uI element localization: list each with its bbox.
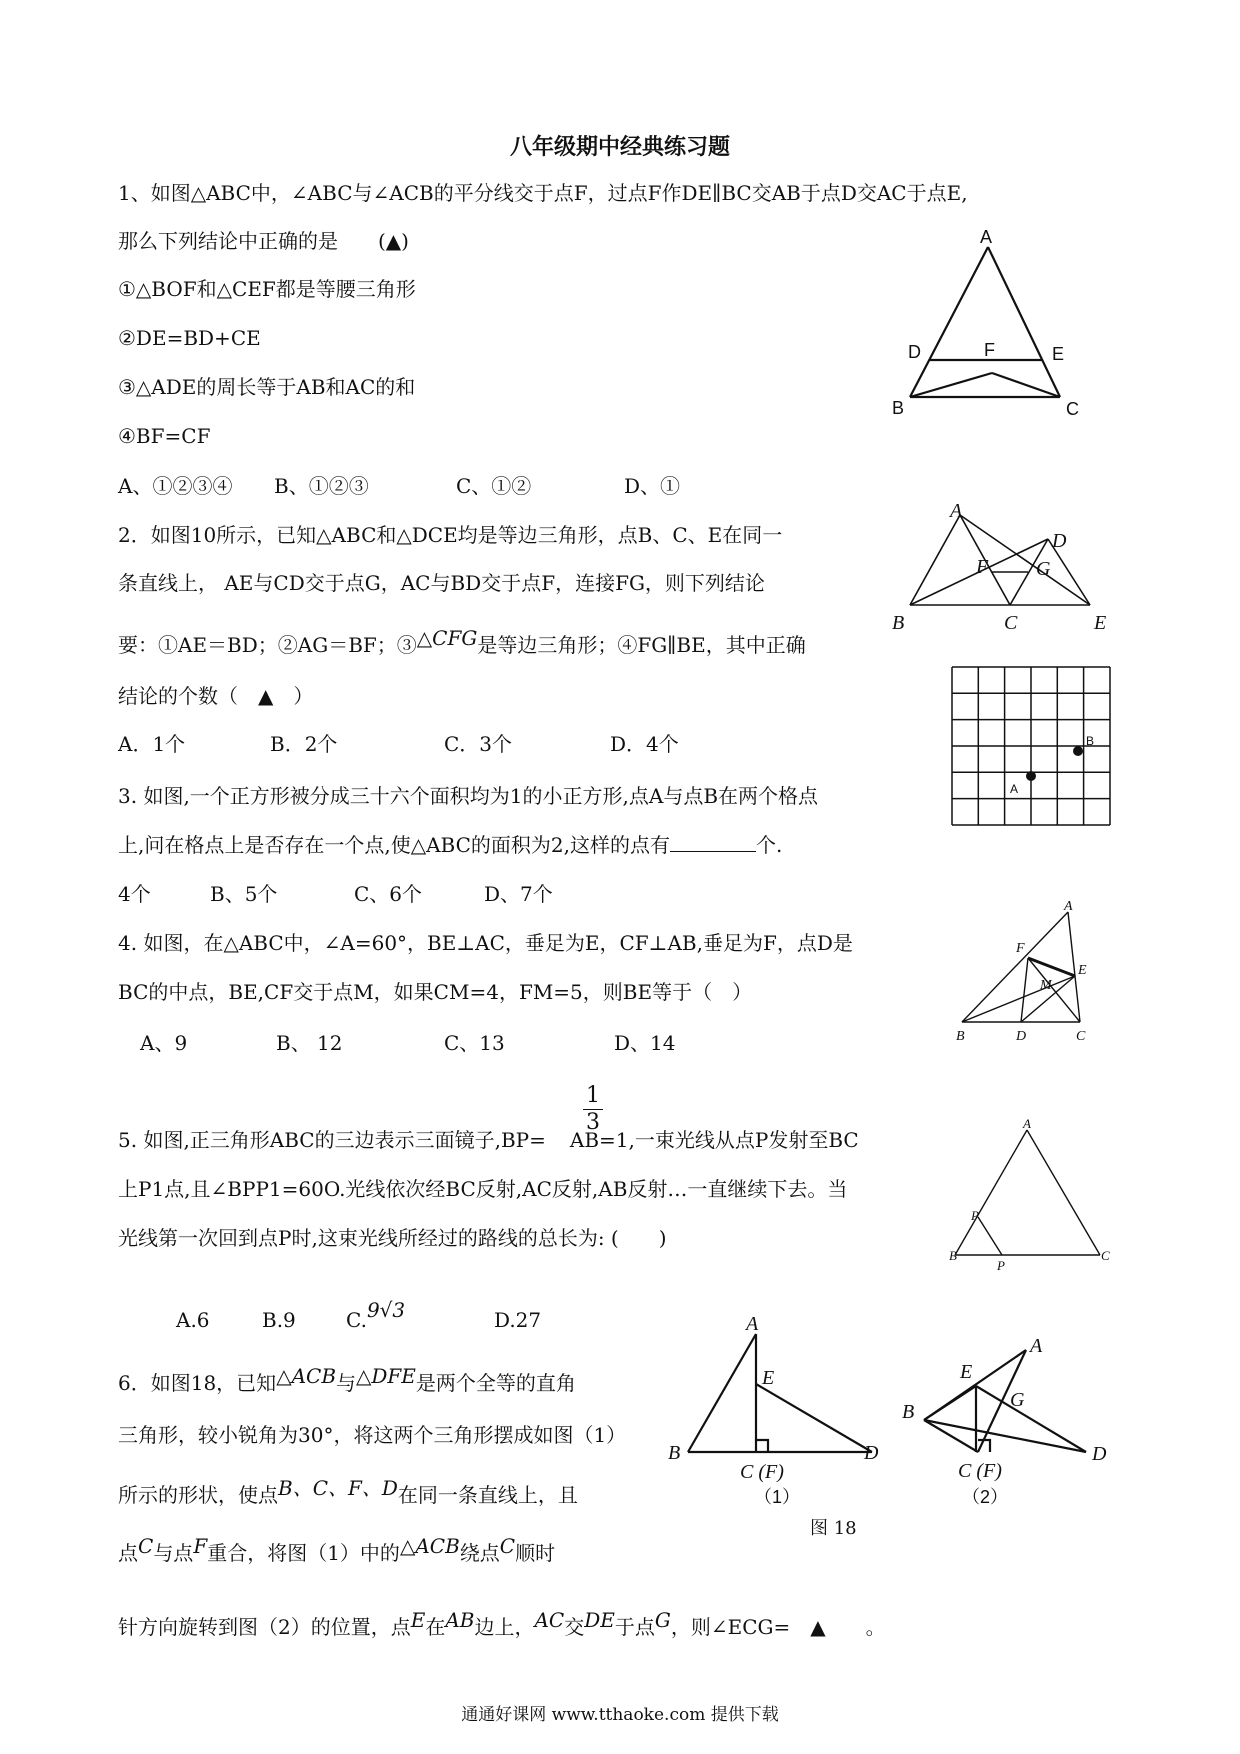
q4-line2: BC的中点，BE,CF交于点M，如果CM=4，FM=5，则BE等于（ ） xyxy=(118,980,753,1004)
q6-fig2-label-e: E xyxy=(960,1361,973,1383)
q1-option-a: A、①②③④ xyxy=(118,474,233,498)
q6-point-e: E xyxy=(410,1608,426,1632)
q6-fig2-label-d: D xyxy=(1092,1443,1107,1465)
q2-option-d: D．4个 xyxy=(610,732,679,756)
q5-line1-part2: AB=1,一束光线从点P发射至BC xyxy=(569,1128,859,1152)
q6-points-bcfd: B、C、F、D xyxy=(278,1476,398,1500)
q2-label-c: C xyxy=(1004,612,1018,634)
q6-fig1-label-a: A xyxy=(746,1313,759,1335)
q6-line1-part3: 与 xyxy=(336,1371,357,1395)
q3-line2-part1: 上,问在格点上是否存在一个点,使△ABC的面积为2,这样的点有 xyxy=(118,833,670,857)
q4-option-d: D、14 xyxy=(614,1031,676,1055)
q1-label-b: B xyxy=(892,398,905,418)
q3-label-a: A xyxy=(1010,782,1019,796)
q6-figure-2 xyxy=(898,1335,1133,1530)
q2-option-b: B．2个 xyxy=(270,732,338,756)
q3-line1: 3. 如图,一个正方形被分成三十六个面积均为1的小正方形,点A与点B在两个格点 xyxy=(118,784,819,808)
q6-triangle-acb-2: △ACB xyxy=(399,1534,460,1558)
q6-segment-ab: AB xyxy=(445,1608,475,1632)
q5-option-d: D.27 xyxy=(494,1308,542,1332)
q5-option-c-label: C. xyxy=(346,1308,367,1332)
q2-line3 xyxy=(118,626,806,658)
q3-option-a: 4个 xyxy=(118,882,151,906)
q6-fig2-label-a: A xyxy=(1030,1335,1043,1357)
q4-line1: 4. 如图，在△ABC中，∠A=60°，BE⊥AC，垂足为E，CF⊥AB,垂足为F，点D是 xyxy=(118,931,853,955)
q4-label-e: E xyxy=(1078,963,1087,978)
q5-line1-part1: 5. 如图,正三角形ABC的三边表示三面镜子,BP= xyxy=(118,1128,546,1152)
q6-figure-1 xyxy=(658,1310,888,1525)
q6-line4-part5: 重合，将图（1）中的 xyxy=(207,1541,400,1565)
q5-label-p1: P xyxy=(997,1258,1005,1273)
q3-line2 xyxy=(118,832,782,858)
q5-mirror-triangle-figure xyxy=(945,1110,1110,1273)
q5-fraction-denominator: 3 xyxy=(583,1109,603,1135)
q1-label-f: F xyxy=(984,340,995,360)
q4-option-a: A、9 xyxy=(140,1031,188,1055)
q4-option-b: B、 12 xyxy=(276,1031,343,1055)
q5-option-c-expr: 9√3 xyxy=(366,1298,406,1322)
q6-point-f: F xyxy=(193,1534,208,1558)
q6-fig1-label-d: D xyxy=(864,1442,879,1464)
q1-label-e: E xyxy=(1052,344,1065,364)
q3-option-c: C、6个 xyxy=(354,882,423,906)
q1-line1: 1、如图△ABC中，∠ABC与∠ACB的平分线交于点F，过点F作DE∥BC交AB于点D交AC于点E, xyxy=(118,181,968,205)
q6-line1-part5: 是两个全等的直角 xyxy=(415,1371,576,1395)
q3-line2-part2: 个. xyxy=(756,833,783,857)
q2-option-a: A．1个 xyxy=(118,732,186,756)
q6-segment-ac: AC xyxy=(534,1608,565,1632)
q2-line4: 结论的个数（ ▲ ） xyxy=(118,684,314,708)
q5-line3: 光线第一次回到点P时,这束光线所经过的路线的总长为: ( ) xyxy=(118,1226,667,1250)
q6-line5-part5: 边上， xyxy=(474,1615,535,1639)
q6-triangle-acb: △ACB xyxy=(276,1364,337,1388)
q3-answer-blank[interactable] xyxy=(670,833,756,852)
q3-grid-figure xyxy=(950,665,1112,827)
q6-line2: 三角形，较小锐角为30°，将这两个三角形摆成如图（1） xyxy=(118,1423,627,1447)
q4-triangle-figure xyxy=(950,900,1110,1050)
q5-label-p: P xyxy=(971,1208,979,1223)
q6-line3 xyxy=(118,1476,578,1508)
q2-triangle-cfg: △CFG xyxy=(416,626,478,650)
q5-option-a: A.6 xyxy=(176,1308,210,1332)
q2-option-c: C．3个 xyxy=(444,732,513,756)
q5-line1 xyxy=(118,1127,859,1153)
q6-figure-caption: 图 18 xyxy=(810,1518,857,1539)
q6-triangle-dfe: △DFE xyxy=(356,1364,416,1388)
q1-option-c: C、①② xyxy=(456,474,532,498)
q6-line4-part1: 点 xyxy=(118,1541,138,1565)
q4-label-a: A xyxy=(1064,899,1073,914)
q6-line3-part3: 在同一条直线上，且 xyxy=(397,1483,578,1507)
q6-line5-part1: 针方向旋转到图（2）的位置，点 xyxy=(118,1615,411,1639)
q5-line2: 上P1点,且∠BPP1=60O.光线依次经BC反射,AC反射,AB反射…一直继续下去。当 xyxy=(118,1177,848,1201)
q2-label-g: G xyxy=(1036,558,1051,580)
q6-fig2-label-b: B xyxy=(902,1401,915,1423)
q6-fig1-label-e: E xyxy=(762,1367,775,1389)
q5-label-b: B xyxy=(949,1248,957,1263)
q6-fig1-caption: （1） xyxy=(754,1487,801,1507)
q6-fig1-label-cf: C (F) xyxy=(740,1461,784,1483)
q6-fig2-label-g: G xyxy=(1010,1389,1025,1411)
q6-point-c-1: C xyxy=(138,1534,154,1558)
q6-line5-part9: 于点 xyxy=(614,1615,655,1639)
q3-point-b xyxy=(1073,746,1083,756)
q2-line3-part1: 要：①AE＝BD；②AG＝BF；③ xyxy=(118,633,417,657)
q4-label-d: D xyxy=(1016,1029,1027,1044)
q1-option-d: D、① xyxy=(624,474,681,498)
q2-label-e: E xyxy=(1094,612,1107,634)
q4-label-b: B xyxy=(956,1029,965,1044)
q2-label-b: B xyxy=(892,612,905,634)
q2-equilateral-figure xyxy=(880,495,1120,640)
q4-label-m: M xyxy=(1040,978,1052,993)
q1-line2: 那么下列结论中正确的是 (▲) xyxy=(118,229,409,253)
q6-point-g: G xyxy=(654,1608,671,1632)
q6-segment-de: DE xyxy=(584,1608,615,1632)
q5-option-b: B.9 xyxy=(262,1308,296,1332)
page-footer: 通通好课网 www.tthaoke.com 提供下载 xyxy=(461,1705,779,1725)
q1-label-c: C xyxy=(1066,399,1079,419)
page-title: 八年级期中经典练习题 xyxy=(509,134,730,160)
q6-line5 xyxy=(118,1608,886,1640)
q6-point-c-2: C xyxy=(499,1534,516,1558)
q1-statement-2: ②DE=BD+CE xyxy=(118,326,261,350)
q1-label-a: A xyxy=(980,227,993,247)
q6-fig2-caption: （2） xyxy=(962,1487,1009,1507)
q6-line4-part9: 顺时 xyxy=(515,1541,556,1565)
q5-option-c xyxy=(346,1298,406,1333)
q6-line4-part7: 绕点 xyxy=(459,1541,500,1565)
q1-statement-4: ④BF=CF xyxy=(118,424,211,448)
q2-label-d: D xyxy=(1052,530,1067,552)
q3-label-b: B xyxy=(1086,734,1095,748)
q6-line5-part3: 在 xyxy=(425,1615,446,1639)
q2-line2: 条直线上， AE与CD交于点G，AC与BD交于点F，连接FG，则下列结论 xyxy=(118,571,765,595)
q2-line3-part3: 是等边三角形；④FG∥BE，其中正确 xyxy=(477,633,806,657)
q1-label-d: D xyxy=(908,342,921,362)
q6-fig2-label-cf: C (F) xyxy=(958,1460,1002,1482)
q4-label-f: F xyxy=(1016,941,1025,956)
q6-fig1-label-b: B xyxy=(668,1442,681,1464)
q1-triangle-figure xyxy=(880,225,1090,425)
q6-line1 xyxy=(118,1364,576,1396)
q6-line3-part1: 所示的形状，使点 xyxy=(118,1483,278,1507)
q6-line1-part1: 6．如图18，已知 xyxy=(118,1371,277,1395)
q6-line5-part11: ，则∠ECG= ▲ 。 xyxy=(670,1615,886,1639)
q6-line4 xyxy=(118,1534,556,1566)
q1-statement-3: ③△ADE的周长等于AB和AC的和 xyxy=(118,375,416,399)
q2-label-a: A xyxy=(950,500,963,522)
q2-label-f: F xyxy=(976,556,989,578)
q5-label-a: A xyxy=(1023,1116,1031,1131)
q4-label-c: C xyxy=(1076,1029,1086,1044)
q4-option-c: C、13 xyxy=(444,1031,505,1055)
q2-line1: 2．如图10所示，已知△ABC和△DCE均是等边三角形，点B、C、E在同一 xyxy=(118,523,783,547)
q1-statement-1: ①△BOF和△CEF都是等腰三角形 xyxy=(118,277,416,301)
q3-option-b: B、5个 xyxy=(210,882,278,906)
q3-point-a xyxy=(1026,771,1036,781)
q6-line4-part3: 与点 xyxy=(153,1541,194,1565)
q5-fraction-numerator: 1 xyxy=(586,1083,600,1108)
q3-option-d: D、7个 xyxy=(484,882,553,906)
q6-line5-part7: 交 xyxy=(564,1615,585,1639)
q5-label-c: C xyxy=(1101,1248,1110,1263)
q1-option-b: B、①②③ xyxy=(274,474,369,498)
